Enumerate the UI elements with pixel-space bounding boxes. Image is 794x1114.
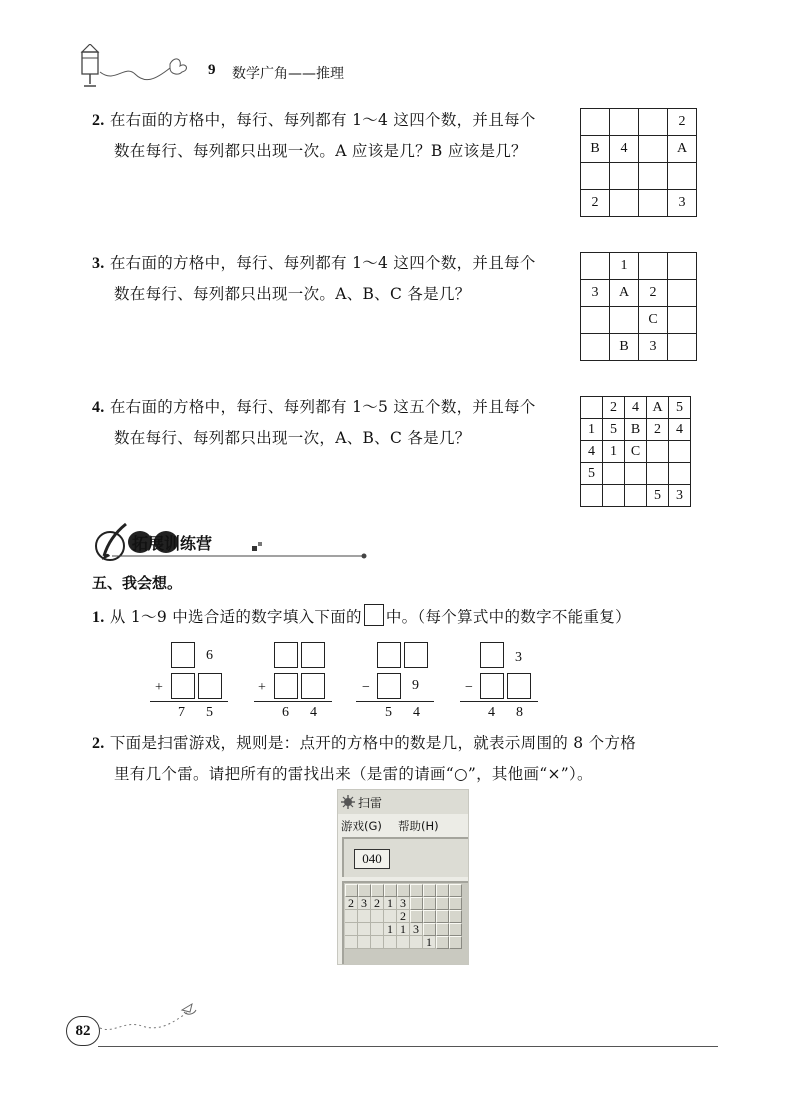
question-line: 里有几个雷。请把所有的雷找出来（是雷的请画“○”，其他画“×”）。	[114, 765, 593, 783]
grid-cell: 3	[639, 334, 668, 361]
window-title: 扫雷	[358, 796, 383, 810]
operator: +	[258, 680, 266, 695]
given-digit: 6	[206, 648, 213, 663]
mine-field	[342, 881, 469, 965]
answer-box[interactable]	[377, 673, 401, 699]
grid-cell[interactable]	[603, 463, 625, 485]
opened-cell: 2	[345, 897, 358, 910]
grid-cell: 5	[669, 397, 691, 419]
grid-cell: C	[639, 307, 668, 334]
unopened-cell[interactable]	[436, 897, 449, 910]
mine-counter: 040	[354, 849, 390, 869]
minesweeper-window	[337, 789, 469, 965]
grid-cell: B	[581, 136, 610, 163]
unopened-cell[interactable]	[436, 936, 449, 949]
grid-row	[581, 190, 697, 217]
grid-cell: 3	[669, 485, 691, 507]
answer-box[interactable]	[274, 673, 298, 699]
grid-cell[interactable]	[668, 334, 697, 361]
opened-cell	[397, 936, 410, 949]
answer-box-icon	[364, 604, 384, 626]
grid-row	[581, 485, 691, 507]
grid-cell: 1	[610, 253, 639, 280]
grid-cell[interactable]	[639, 109, 668, 136]
grid-cell: 4	[610, 136, 639, 163]
grid-row	[581, 109, 697, 136]
grid-cell[interactable]	[581, 253, 610, 280]
grid-cell: 1	[581, 419, 603, 441]
answer-box[interactable]	[198, 673, 222, 699]
opened-cell: 2	[371, 897, 384, 910]
question-line: 在右面的方格中，每行、每列都有 1～5 这五个数，并且每个	[109, 398, 536, 416]
question-number: 3.	[92, 255, 105, 272]
grid-cell[interactable]	[647, 463, 669, 485]
sum-line	[254, 701, 332, 702]
difference-line	[356, 701, 434, 702]
question-line: 下面是扫雷游戏，规则是：点开的方格中的数是几，就表示周围的 8 个方格	[109, 734, 637, 752]
sudoku-grid-q2	[580, 108, 697, 217]
difference-line	[460, 701, 538, 702]
given-digit: 3	[515, 650, 522, 665]
grid-cell: 1	[603, 441, 625, 463]
question-number: 1.	[92, 609, 105, 626]
unopened-cell[interactable]	[436, 884, 449, 897]
grid-cell[interactable]	[625, 485, 647, 507]
grid-cell: 5	[581, 463, 603, 485]
question-line: 在右面的方格中，每行、每列都有 1～4 这四个数，并且每个	[109, 111, 536, 129]
question-line: 在右面的方格中，每行、每列都有 1～4 这四个数，并且每个	[109, 254, 536, 272]
grid-cell: A	[610, 280, 639, 307]
answer-box[interactable]	[480, 642, 504, 668]
grid-cell[interactable]	[639, 136, 668, 163]
result-digit: 5	[206, 705, 213, 720]
unopened-cell[interactable]	[436, 923, 449, 936]
footer-rule	[98, 1046, 718, 1047]
opened-cell	[371, 936, 384, 949]
grid-cell: 4	[625, 397, 647, 419]
unopened-cell[interactable]	[436, 910, 449, 923]
grid-row	[581, 307, 697, 334]
opened-cell: 3	[397, 897, 410, 910]
opened-cell	[345, 923, 358, 936]
grid-cell[interactable]	[639, 253, 668, 280]
grid-row	[581, 463, 691, 485]
grid-cell[interactable]	[669, 463, 691, 485]
question-text: 中。（每个算式中的数字不能重复）	[385, 608, 631, 626]
result-digit: 4	[310, 705, 317, 720]
opened-cell: 3	[358, 897, 371, 910]
grid-cell[interactable]	[669, 441, 691, 463]
given-digit: 9	[412, 678, 419, 693]
grid-cell: A	[647, 397, 669, 419]
unopened-cell[interactable]	[449, 897, 462, 910]
grid-cell[interactable]	[647, 441, 669, 463]
question-line: 数在每行、每列都只出现一次，A、B、C 各是几？	[114, 429, 471, 447]
question-number: 2.	[92, 735, 105, 752]
answer-box[interactable]	[301, 642, 325, 668]
opened-cell: 3	[410, 923, 423, 936]
question-3	[92, 248, 572, 310]
grid-cell: 2	[639, 280, 668, 307]
grid-row	[581, 441, 691, 463]
lamp-ornament-icon	[70, 44, 200, 90]
grid-cell[interactable]	[610, 190, 639, 217]
grid-cell: 5	[647, 485, 669, 507]
question-number: 2.	[92, 112, 105, 129]
page-number: 82	[75, 1023, 91, 1039]
opened-cell	[345, 910, 358, 923]
chapter-title: 数学广角——推理	[232, 66, 344, 82]
unopened-cell[interactable]	[410, 884, 423, 897]
unopened-cell[interactable]	[449, 884, 462, 897]
opened-cell	[371, 910, 384, 923]
opened-cell	[384, 936, 397, 949]
grid-row	[581, 163, 697, 190]
grid-cell[interactable]	[581, 109, 610, 136]
menu-bar	[338, 816, 468, 834]
grid-cell[interactable]	[668, 163, 697, 190]
answer-box[interactable]	[404, 642, 428, 668]
result-digit: 8	[516, 705, 523, 720]
grid-cell: 2	[603, 397, 625, 419]
grid-cell: 5	[603, 419, 625, 441]
grid-row	[581, 280, 697, 307]
page-number-badge	[66, 1016, 100, 1046]
grid-cell[interactable]	[610, 307, 639, 334]
opened-cell	[358, 923, 371, 936]
answer-box[interactable]	[301, 673, 325, 699]
answer-box[interactable]	[171, 673, 195, 699]
unopened-cell[interactable]	[410, 897, 423, 910]
question-line: 数在每行、每列都只出现一次。A、B、C 各是几？	[114, 285, 471, 303]
opened-cell	[345, 936, 358, 949]
opened-cell: 1	[384, 923, 397, 936]
grid-cell: C	[625, 441, 647, 463]
sudoku-grid-q4	[580, 396, 691, 507]
grid-cell: B	[625, 419, 647, 441]
opened-cell: 1	[423, 936, 436, 949]
grid-cell[interactable]	[581, 397, 603, 419]
grid-cell[interactable]	[625, 463, 647, 485]
grid-cell[interactable]	[639, 190, 668, 217]
unopened-cell[interactable]	[449, 910, 462, 923]
grid-cell[interactable]	[668, 307, 697, 334]
grid-cell[interactable]	[639, 163, 668, 190]
question-5-2	[92, 728, 712, 790]
grid-cell: 4	[581, 441, 603, 463]
grid-row	[581, 419, 691, 441]
grid-row	[581, 136, 697, 163]
question-line: 数在每行、每列都只出现一次。A 应该是几？B 应该是几？	[114, 142, 527, 160]
operator: −	[362, 680, 370, 695]
answer-box[interactable]	[171, 642, 195, 668]
result-digit: 5	[385, 705, 392, 720]
grid-row	[581, 397, 691, 419]
grid-row	[581, 253, 697, 280]
chapter-number: 9	[208, 62, 216, 78]
grid-cell[interactable]	[581, 334, 610, 361]
question-5-1	[92, 602, 712, 633]
grid-row	[581, 334, 697, 361]
grid-cell: B	[610, 334, 639, 361]
unopened-cell[interactable]	[449, 923, 462, 936]
menu-game[interactable]: 游戏(G)	[341, 819, 382, 833]
answer-box[interactable]	[507, 673, 531, 699]
operator: −	[465, 680, 473, 695]
grid-cell: 3	[581, 280, 610, 307]
answer-box[interactable]	[377, 642, 401, 668]
unopened-cell[interactable]	[423, 897, 436, 910]
opened-cell: 2	[397, 910, 410, 923]
result-digit: 7	[178, 705, 185, 720]
answer-box[interactable]	[480, 673, 504, 699]
grid-cell: A	[668, 136, 697, 163]
grid-cell[interactable]	[581, 485, 603, 507]
grid-cell: 2	[581, 190, 610, 217]
sudoku-grid-q3	[580, 252, 697, 361]
result-digit: 4	[413, 705, 420, 720]
answer-box[interactable]	[274, 642, 298, 668]
grid-cell[interactable]	[581, 163, 610, 190]
opened-cell	[358, 910, 371, 923]
grid-cell: 4	[669, 419, 691, 441]
opened-cell	[410, 936, 423, 949]
opened-cell	[371, 923, 384, 936]
question-number: 4.	[92, 399, 105, 416]
grid-cell[interactable]	[610, 109, 639, 136]
result-digit: 4	[488, 705, 495, 720]
opened-cell	[358, 936, 371, 949]
banner-title: 拓展训练营	[132, 534, 213, 553]
grid-cell[interactable]	[610, 163, 639, 190]
sum-line	[150, 701, 228, 702]
operator: +	[155, 680, 163, 695]
opened-cell: 1	[397, 923, 410, 936]
title-bar	[338, 790, 468, 814]
unopened-cell[interactable]	[423, 884, 436, 897]
opened-cell: 1	[384, 897, 397, 910]
unopened-cell[interactable]	[423, 910, 436, 923]
menu-help[interactable]: 帮助(H)	[398, 819, 439, 833]
counter-panel	[342, 837, 469, 877]
grid-cell[interactable]	[581, 307, 610, 334]
grid-cell: 2	[668, 109, 697, 136]
grid-cell: 3	[668, 190, 697, 217]
grid-cell[interactable]	[668, 253, 697, 280]
question-4	[92, 392, 572, 454]
mine-icon	[341, 795, 355, 809]
grid-cell[interactable]	[603, 485, 625, 507]
section-heading: 五、我会想。	[92, 574, 183, 592]
grid-cell[interactable]	[668, 280, 697, 307]
question-text: 从 1～9 中选合适的数字填入下面的	[109, 608, 362, 626]
result-digit: 6	[282, 705, 289, 720]
unopened-cell[interactable]	[449, 936, 462, 949]
question-2	[92, 105, 572, 167]
grid-cell: 2	[647, 419, 669, 441]
